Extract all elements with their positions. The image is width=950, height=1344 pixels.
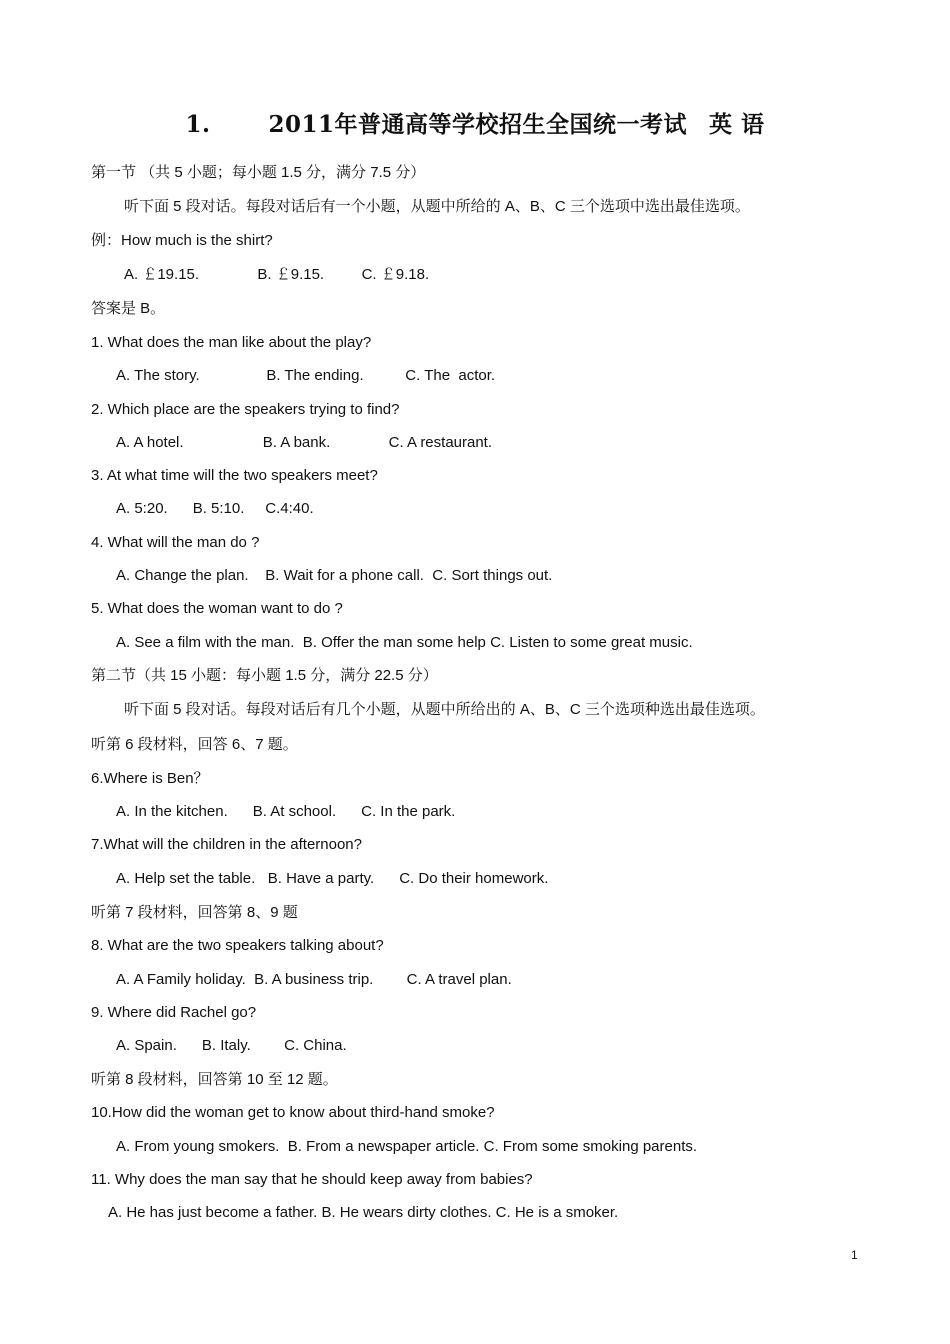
- question-6-options: A. In the kitchen. B. At school. C. In the park.: [116, 803, 456, 820]
- question-11-options: A. He has just become a father. B. He wears dirty clothes. C. He is a smoker.: [108, 1204, 619, 1221]
- title-subject: 英 语: [709, 111, 765, 138]
- question-5-options: A. See a film with the man. B. Offer the man some help C. Listen to some great music.: [116, 634, 693, 651]
- example-options: A. ￡19.15. B. ￡9.15. C. ￡9.18.: [124, 266, 430, 283]
- material-7-heading: 听第 7 段材料，回答第 8、9 题: [91, 904, 298, 921]
- question-8: 8. What are the two speakers talking about?: [91, 937, 384, 954]
- question-4-options: A. Change the plan. B. Wait for a phone call. C. Sort things out.: [116, 567, 553, 584]
- question-8-options: A. A Family holiday. B. A business trip. C. A travel plan.: [116, 971, 512, 988]
- question-2: 2. Which place are the speakers trying to find?: [91, 401, 400, 418]
- question-10-options: A. From young smokers. B. From a newspaper article. C. From some smoking parents.: [116, 1138, 698, 1155]
- section-one-instructions: 听下面 5 段对话。每段对话后有一个小题，从题中所给的 A、B、C 三个选项中选出最佳选项。: [124, 198, 750, 215]
- question-4: 4. What will the man do ?: [91, 534, 260, 551]
- question-2-options: A. A hotel. B. A bank. C. A restaurant.: [116, 434, 493, 451]
- question-7-options: A. Help set the table. B. Have a party. C. Do their homework.: [116, 870, 549, 887]
- question-6: 6.Where is Ben？: [91, 770, 209, 787]
- question-1: 1. What does the man like about the play?: [91, 334, 372, 351]
- question-10: 10.How did the woman get to know about third-hand smoke?: [91, 1104, 495, 1121]
- section-two-instructions: 听下面 5 段对话。每段对话后有几个小题，从题中所给出的 A、B、C 三个选项种选出最佳选项。: [124, 701, 765, 718]
- title-text: 2011年普通高等学校招生全国统一考试: [268, 111, 687, 138]
- question-5: 5. What does the woman want to do ?: [91, 600, 343, 617]
- material-8-heading: 听第 8 段材料，回答第 10 至 12 题。: [91, 1071, 338, 1088]
- example-answer: 答案是 B。: [91, 300, 166, 317]
- question-1-options: A. The story. B. The ending. C. The actor.: [116, 367, 496, 384]
- question-7: 7.What will the children in the afternoon?: [91, 836, 362, 853]
- question-3-options: A. 5:20. B. 5:10. C.4:40.: [116, 500, 314, 517]
- page-number: 1: [851, 1248, 858, 1262]
- document-title: [0, 106, 950, 139]
- title-number: 1.: [185, 111, 211, 138]
- question-3: 3. At what time will the two speakers meet?: [91, 467, 378, 484]
- material-6-heading: 听第 6 段材料，回答 6、7 题。: [91, 736, 298, 753]
- section-one-heading: 第一节 （共 5 小题；每小题 1.5 分，满分 7.5 分）: [91, 164, 426, 181]
- question-9-options: A. Spain. B. Italy. C. China.: [116, 1037, 347, 1054]
- question-9: 9. Where did Rachel go?: [91, 1004, 257, 1021]
- question-11: 11. Why does the man say that he should keep away from babies?: [91, 1171, 533, 1188]
- section-two-heading: 第二节（共 15 小题：每小题 1.5 分，满分 22.5 分）: [91, 667, 438, 684]
- example-question: 例：How much is the shirt?: [91, 232, 273, 249]
